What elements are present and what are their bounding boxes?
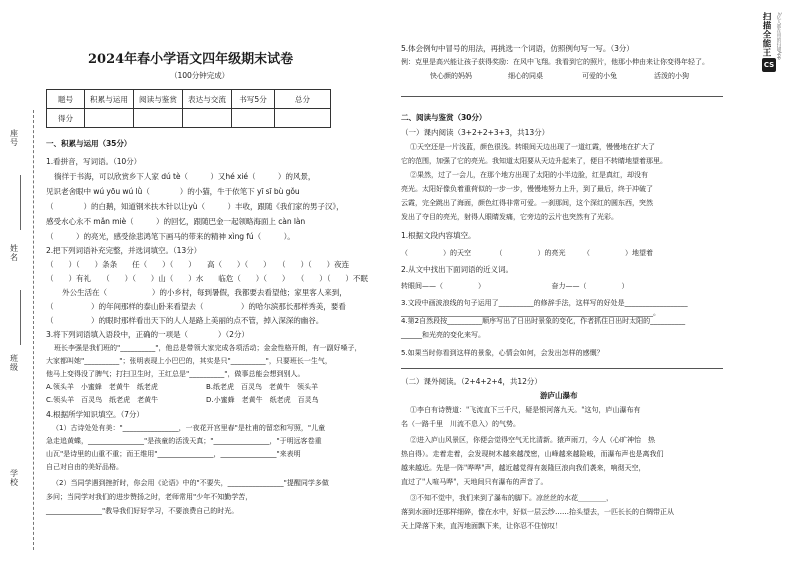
question-line: 山瓦"是诗里的山重不重；而王维用"________________，________________"来表明: [46, 450, 301, 458]
question-line: （ ）有礼 （ ）（ ）山（ ）水 临危（ ）（ ） （ ）（ ）不眠: [46, 274, 368, 283]
option-a[interactable]: A.领头羊 小蜜蜂 老黄牛 纸老虎: [46, 383, 158, 391]
question-line: 5.如果当时你看到这样的景象，心情会如何，会发出怎样的感慨？: [401, 349, 604, 357]
word-option: 细心的同桌: [508, 72, 543, 80]
class-label: 班级: [10, 354, 18, 372]
question-line: 见识老舍眼中 wú yōu wú lǜ（ ）的小猫，牛于依笔下 yī sī bù gǒu: [46, 187, 300, 196]
passage-line: ①李白有诗赞道："飞流直下三千尺，疑是银河落九天。"这句，庐山瀑布有: [410, 406, 641, 414]
question-line: ______和光亮的变化来写。: [401, 331, 485, 339]
name-label: 姓名: [10, 244, 18, 262]
example-sentence: 例：克里是高兴能让孩子获得奖励：在风中飞翔。我看到它的照片，他那小伸由来让你变得年轻了。: [401, 58, 709, 66]
option-d[interactable]: D.小蜜蜂 老黄牛 纸老虎 百灵鸟: [206, 396, 319, 404]
name-line: [20, 175, 22, 230]
class-line: [20, 290, 22, 345]
score-cell[interactable]: [85, 109, 134, 128]
answer-line[interactable]: [401, 96, 723, 97]
question-title: 2.把下列词语补充完整，并选词填空。（13分）: [46, 246, 202, 255]
reading-title: （二）课外阅读。（2+4+2+4，共12分）: [401, 377, 542, 386]
question-line: ________________"教导我们好好学习，不要浪费自己的时光。: [46, 507, 239, 515]
question-title: 3.将下列词语填入语段中，正确的一项是（ ）（2分）: [46, 330, 249, 339]
question-title: 4.根据所学知识填空。（7分）: [46, 410, 144, 419]
question-line: 3.文段中画波浪线的句子运用了__________的修辞手法，这样写的好处是__________________: [401, 299, 688, 307]
question-line: 自己对自由的美好品格。: [46, 463, 123, 471]
option-b[interactable]: B.纸老虎 百灵鸟 老黄牛 领头羊: [206, 383, 319, 391]
score-header: 积累与运用: [85, 90, 134, 109]
passage-line: 它的范围，加强了它的亮光。我知道太阳要从天边升起来了，便目不转睛地望着那里。: [401, 157, 667, 165]
question-line: （ ）（ ）条条 任（ ）（ ） 高（ ）（ ） （ ）（ ）夜连: [46, 260, 350, 269]
section-heading: 一、积累与运用（35分）: [46, 139, 132, 148]
passage-line: ②果然，过了一会儿，在那个地方出现了太阳的小半边脸，红是真红，却没有: [410, 171, 648, 179]
score-row-label: 得分: [47, 109, 85, 128]
score-cell[interactable]: [134, 109, 183, 128]
question-line: （1）古诗处处有美："________________，一夜花开宫里春"是杜甫的留恋和写照，"儿童: [52, 424, 326, 432]
score-header: 表达与交流: [183, 90, 232, 109]
question-line: （ ）的亮光，感受徐悲鸿笔下画马的带来的精神 xìng fú（ ）。: [46, 232, 295, 241]
question-title: 5.体会例句中冒号的用法，再挑选一个词语，仿照例句写一写。（3分）: [401, 44, 634, 53]
word-option: 活泼的小狗: [654, 72, 689, 80]
question-line: 班长李强是我们班的"__________"，他总是带领大家完成各项活动；金金性格开朗，有一副好嗓子，: [54, 344, 362, 352]
question-line: 4.第2自然段按__________顺序写出了日出时景象的变化，作者抓住日出时太阳的__________: [401, 317, 686, 325]
passage-line: 发出了夺目的亮光，射得人眼睛发痛，它旁边的云片也突然有了光彩。: [401, 213, 618, 221]
question-line: （ ）的天空 （ ）的亮光 （ ）地望着: [401, 249, 653, 257]
passage-line: ②进入庐山风景区，你便会觉得空气无比清新。猿声雨刀，今人（心旷神怡 热: [410, 436, 655, 444]
question-line: 急走追黄蝶，________________"是孩童的活泼天真；"________________，"于明远客卷重: [46, 437, 322, 445]
score-header: 题号: [47, 90, 85, 109]
question-line: （2）当同学遇到挫折时，你会用《论语》中的"不要失，________________"提醒同学多做: [52, 479, 329, 487]
passage-line: 亮光。太阳好像负着重荷似的一步一步，慢慢地努力上升，到了最后，终于冲破了: [401, 185, 653, 193]
passage-title: 游庐山瀑布: [540, 391, 578, 400]
score-cell[interactable]: [232, 109, 275, 128]
word-option: 快心颜的妈妈: [430, 72, 472, 80]
question-line: 多问；当同学对我们的进步赞扬之时，老师常用"少年不知勤学苦，: [46, 493, 253, 501]
question-title: 1.看拼音，写词语。（10分）: [46, 157, 142, 166]
passage-line: 热自得）。走着走着，会发现树木越来越茂密，山峰越来越险峻，而瀑布声也是离我们: [401, 450, 664, 458]
score-table: [46, 89, 331, 128]
reading-title: （一）课内阅读（3+2+2+3+3，共13分）: [401, 128, 550, 137]
passage-line: 直过了"人喧马哗"，天地间只有瀑布的声音了。: [401, 478, 548, 486]
scanner-logo-text: 扫描全能王: [761, 12, 771, 57]
passage-line: 落到水面时还那样细碎，像在水中，好似一层云纱……抬头望去，一匹长长的白绸带正从: [401, 508, 674, 516]
section-heading: 二、阅读与鉴赏（30分）: [401, 113, 487, 122]
scanner-logo-sub: 3亿人都在用的扫描App: [776, 12, 781, 60]
page-subtitle: （100分钟完成）: [170, 71, 230, 80]
question-line: ________________________________________________________________________。: [401, 309, 660, 317]
score-cell[interactable]: [275, 109, 331, 128]
passage-line: ①天空还是一片浅蓝，颜色很浅。转眼间天边出现了一道红霞，慢慢地在扩大了: [410, 143, 655, 151]
question-line: 外公生活在（ ）的小乡村，每到暑假，我都要去看望他；家里客人来到，: [62, 288, 347, 297]
page-title: 2024年春小学语文四年级期末试卷: [88, 52, 294, 67]
passage-line: 名（一路千里 川流不息入）的气势。: [401, 420, 520, 428]
question-line: 他马上变得没了脾气；打扫卫生时，王红总是"__________"，做事总能会想到别人。: [46, 370, 305, 378]
score-cell[interactable]: [183, 109, 232, 128]
question-title: 2.从文中找出下面词语的近义词。: [401, 265, 513, 274]
question-line: 徜徉于书海，可以欣赏乡下人家 dú tè（ ）又hé xié（ ）的风景，: [54, 172, 316, 181]
binding-line: [33, 110, 34, 550]
cs-logo-icon: CS: [762, 58, 776, 72]
word-option: 可爱的小兔: [582, 72, 617, 80]
passage-line: 天上降落下来，直泻地面飘下来，让你忍不住惊叹！: [401, 522, 562, 530]
score-header: 阅读与鉴赏: [134, 90, 183, 109]
answer-line[interactable]: [401, 368, 723, 369]
question-line: （ ）的白鹅，知道钢米扶木针以让yù（ ）丰收，跟随《我们家的男子汉》，: [46, 202, 344, 211]
seat-label: 座号: [10, 129, 18, 147]
question-title: 1.根据文段内容填空。: [401, 231, 476, 240]
passage-line: ③不知不觉中，我们来到了瀑布的脚下。凉丝丝的水花________，: [410, 494, 613, 502]
school-label: 学校: [10, 469, 18, 487]
question-line: 转眼间——（ ） 奋力——（ ）: [401, 282, 629, 290]
passage-line: 越来越近。先是一阵"哗哗"声，越近越觉得有轰隆巨浪向我们袭来，响彻天空，: [401, 464, 646, 472]
question-line: （ ）的眼时那样看出天下的人人是路上美丽的点不管，掉入深深的幽谷。: [46, 316, 324, 325]
option-c[interactable]: C.领头羊 百灵鸟 纸老虎 老黄牛: [46, 396, 159, 404]
question-line: 大家都叫她"__________"；张明表现上小巴巴的，其实是只"__________"，只要班长一生气，: [46, 357, 332, 365]
question-line: （ ）的年间那样的泰山卧来看望去（ ）的哈尔滨那长那样秀美，要看: [46, 302, 346, 311]
score-header: 书写5分: [232, 90, 275, 109]
passage-line-wavy: 云霞，完全跳出了海面，颜色红得非常可爱。一刹那间，这个深红的圆东西，突然: [401, 199, 653, 207]
score-header: 总分: [275, 90, 331, 109]
question-line: 感受水心永不 mǎn miè（ ）的回忆，跟随巴金一起领略海面上 càn làn: [46, 217, 306, 226]
